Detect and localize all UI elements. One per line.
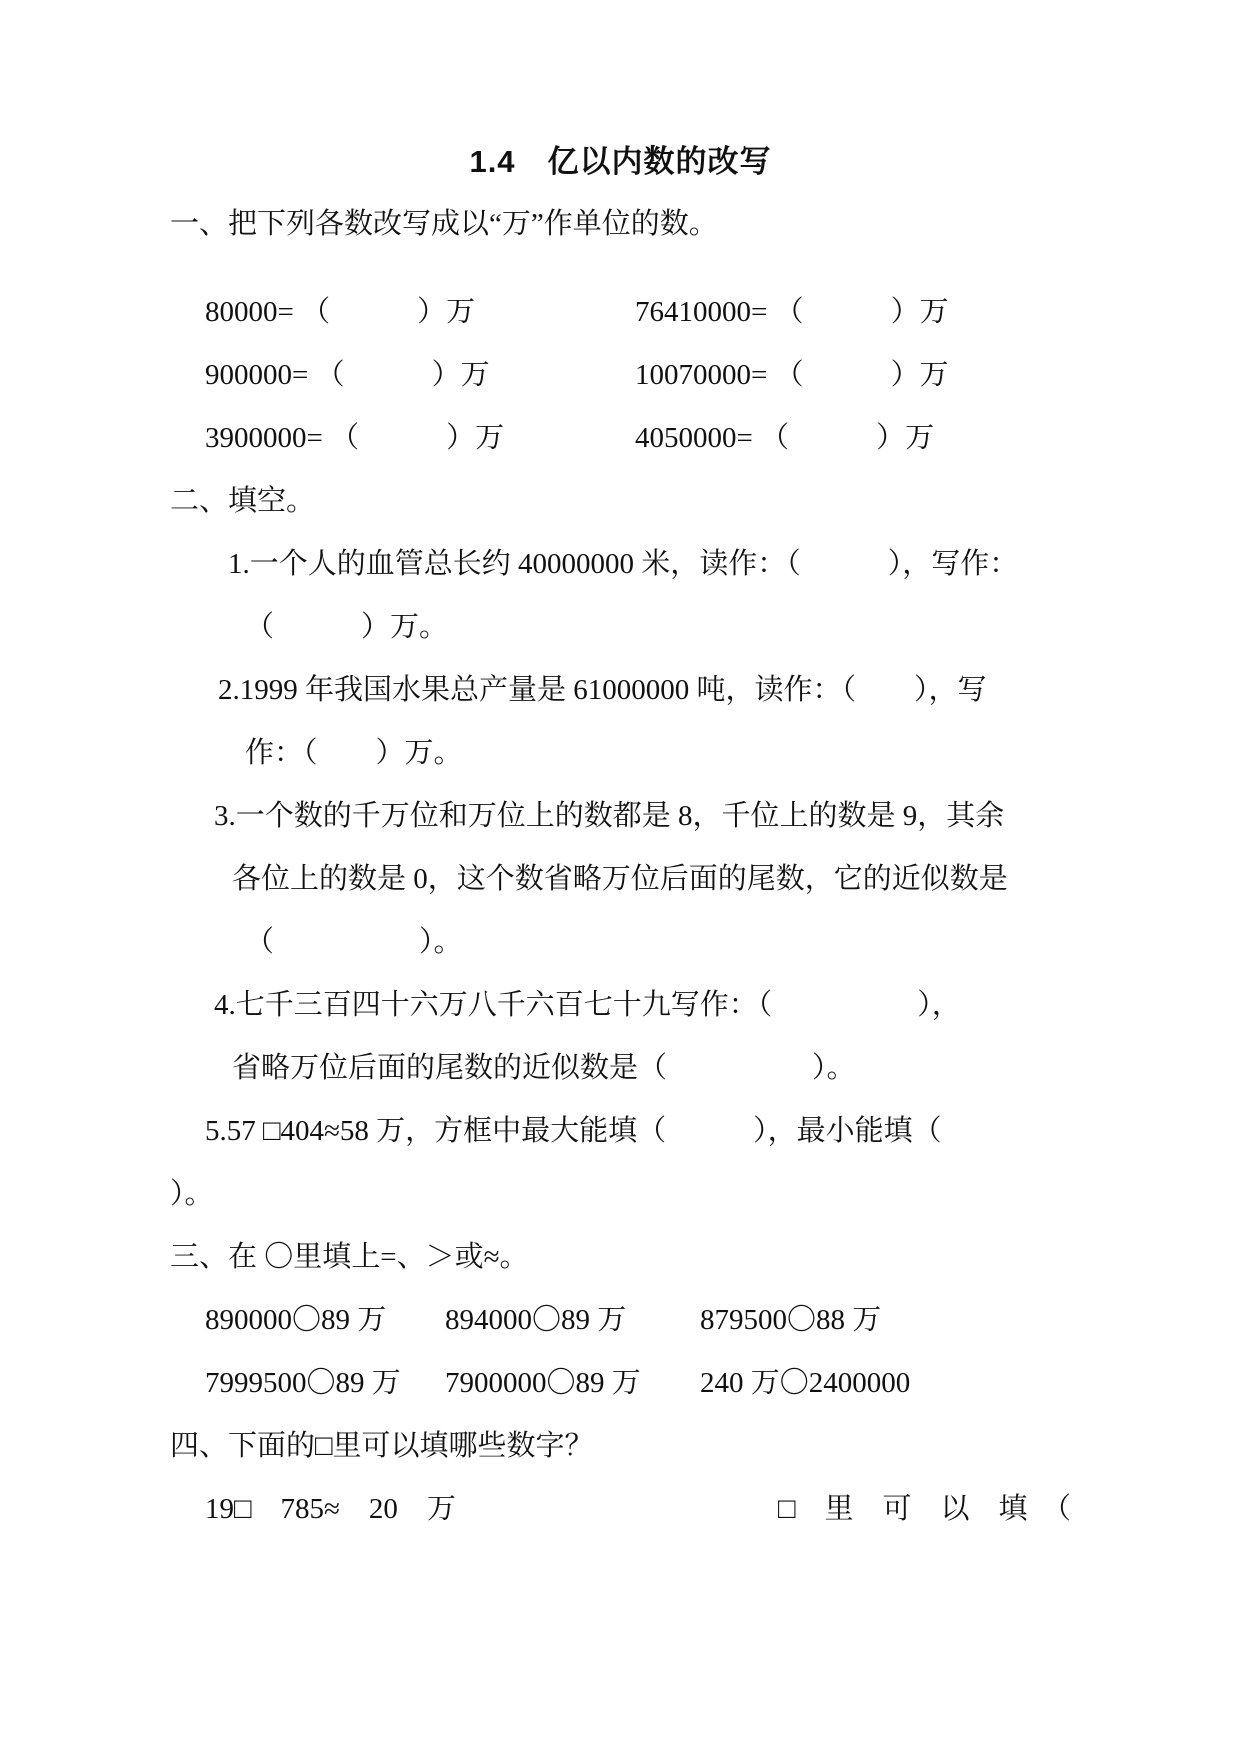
question5-line2: ）。 (170, 1178, 214, 1210)
comparison-item: 890000〇89 万 (205, 1304, 387, 1336)
section2-heading: 二、填空。 (170, 485, 316, 517)
conversion-item: 4050000= （ ）万 (635, 422, 935, 454)
conversion-item: 10070000= （ ）万 (635, 359, 949, 391)
question3-line3: （ ）。 (245, 926, 463, 958)
conversion-item: 80000= （ ）万 (205, 296, 476, 328)
comparison-item: 7900000〇89 万 (445, 1367, 641, 1399)
question1-line1: 1.一个人的血管总长约 40000000 米，读作：（ ），写作： (228, 548, 1019, 580)
conversion-row (170, 341, 1071, 404)
section4-problem-right: □ 里 可 以 填 （ (777, 1493, 1071, 1525)
question3-line2: 各位上的数是 0，这个数省略万位后面的尾数，它的近似数是 (232, 863, 1008, 895)
section3-heading: 三、在 〇里填上=、＞或≈。 (170, 1241, 529, 1273)
section4-problem-row (170, 1475, 1071, 1538)
conversion-item: 900000= （ ）万 (205, 359, 490, 391)
conversion-item: 76410000= （ ）万 (635, 296, 949, 328)
conversion-row (170, 278, 1071, 341)
question3-line1: 3.一个数的千万位和万位上的数都是 8，千位上的数是 9，其余 (214, 800, 1005, 832)
question4-line1: 4.七千三百四十六万八千六百七十九写作：（ ）， (214, 989, 961, 1021)
question1-line2: （ ）万。 (245, 611, 449, 643)
section4-heading: 四、下面的□里可以填哪些数字？ (170, 1430, 594, 1462)
page-title: 1.4 亿以内数的改写 (469, 144, 772, 179)
question2-line2: 作：（ ）万。 (245, 737, 463, 769)
question4-line2: 省略万位后面的尾数的近似数是（ ）。 (232, 1052, 856, 1084)
section1-heading: 一、把下列各数改写成以“万”作单位的数。 (170, 208, 718, 240)
question5-line1: 5.57 □404≈58 万，方框中最大能填（ ），最小能填（ (205, 1115, 942, 1147)
conversion-item: 3900000= （ ）万 (205, 422, 505, 454)
comparison-row (170, 1286, 1071, 1349)
comparison-item: 7999500〇89 万 (205, 1367, 401, 1399)
comparison-row (170, 1349, 1071, 1412)
question2-line1: 2.1999 年我国水果总产量是 61000000 吨，读作：（ ），写 (218, 674, 987, 706)
section4-problem-left: 19□ 785≈ 20 万 (205, 1493, 456, 1525)
comparison-item: 240 万〇2400000 (700, 1367, 911, 1399)
comparison-item: 894000〇89 万 (445, 1304, 627, 1336)
conversion-row (170, 404, 1071, 467)
comparison-item: 879500〇88 万 (700, 1304, 882, 1336)
